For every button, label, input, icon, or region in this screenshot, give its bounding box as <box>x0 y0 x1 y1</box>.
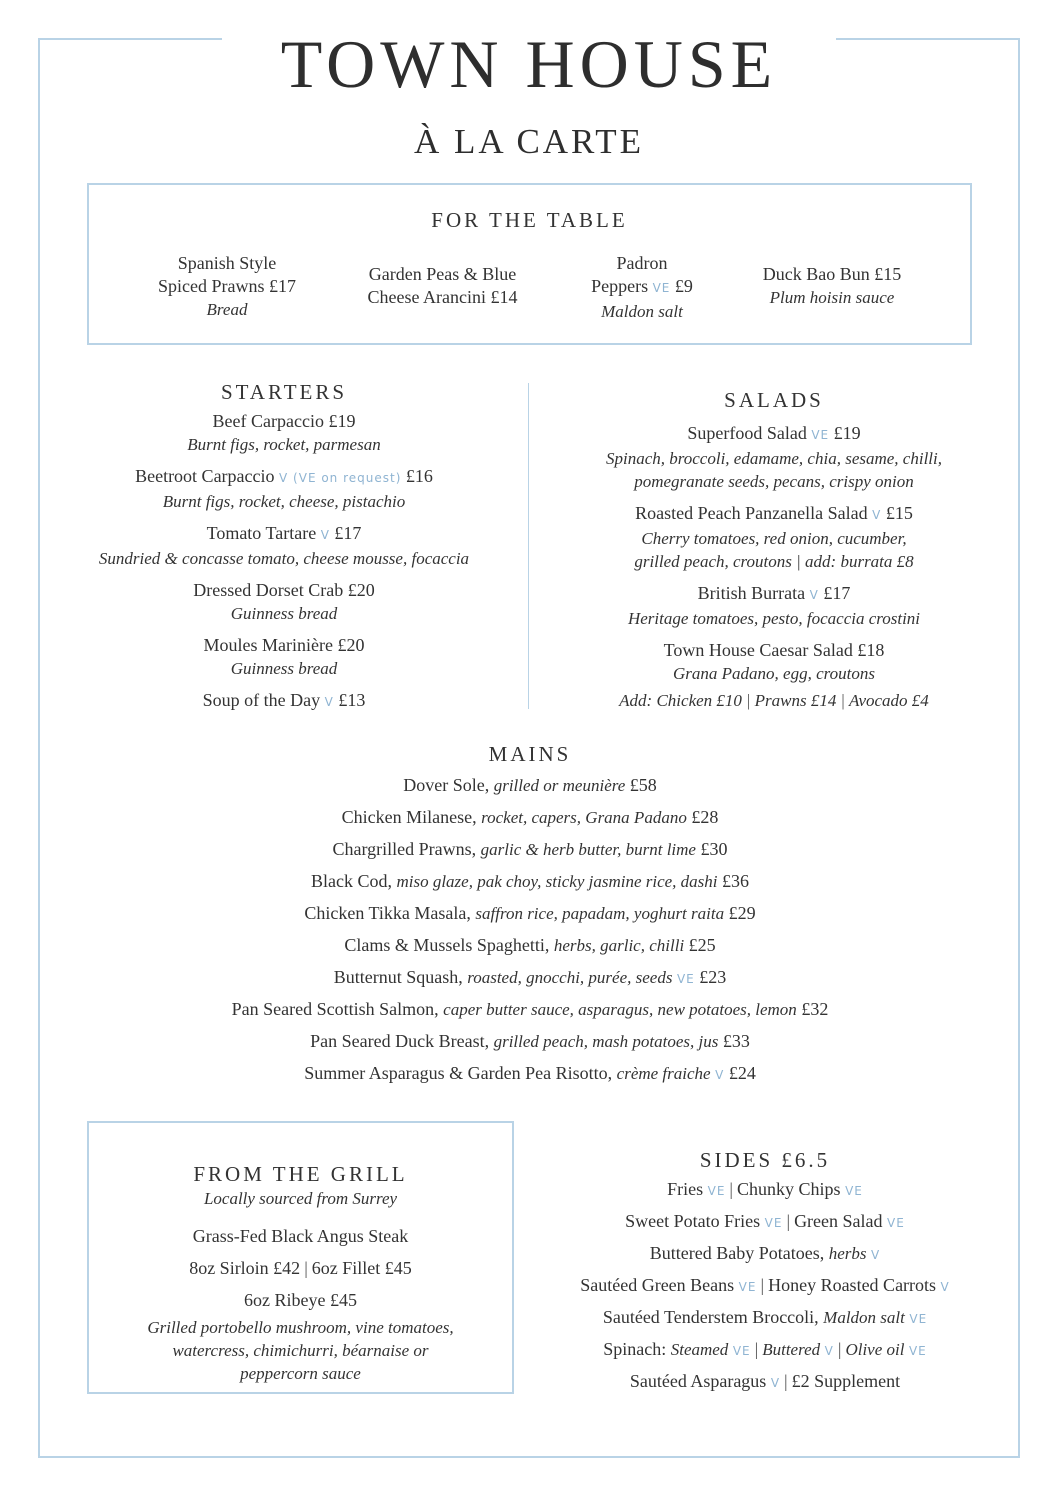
main-item: Pan Seared Scottish Salmon, caper butter sauce, asparagus, new potatoes, lemon £32 <box>231 999 829 1019</box>
starter-name: Beetroot Carpaccio V (VE on request) £16 <box>135 466 433 486</box>
sides-row: Fries VE | Chunky Chips VE <box>667 1179 863 1199</box>
veg-tag: V <box>320 528 330 542</box>
starter-desc: Burnt figs, rocket, cheese, pistachio <box>162 492 406 511</box>
main-item: Dover Sole, grilled or meunière £58 <box>403 775 657 795</box>
grill-desc: peppercorn sauce <box>240 1364 361 1383</box>
main-item: Pan Seared Duck Breast, grilled peach, mash potatoes, jus £33 <box>310 1031 750 1051</box>
table-item-padron <box>552 252 732 323</box>
starter-desc: Guinness bread <box>230 659 338 678</box>
main-item: Butternut Squash, roasted, gnocchi, purée, seeds VE £23 <box>333 967 727 987</box>
item-desc: Maldon salt <box>601 302 683 321</box>
item-line: Duck Bao Bun £15 <box>762 264 902 284</box>
veg-tag: V <box>324 695 334 709</box>
vegan-tag: VE <box>764 1216 783 1230</box>
salad-addons: Add: Chicken £10 | Prawns £14 | Avocado £4 <box>619 691 929 710</box>
starters-section <box>70 380 498 714</box>
veg-tag: V <box>872 508 882 522</box>
veg-tag: V <box>770 1376 781 1390</box>
grill-item: Grass-Fed Black Angus Steak <box>192 1226 409 1246</box>
grill-cuts: 6oz Ribeye £45 <box>244 1290 357 1310</box>
vegan-tag: VE <box>845 1184 863 1198</box>
page-title: TOWN HOUSE <box>280 26 778 102</box>
starter-name: Beef Carpaccio £19 <box>212 411 356 431</box>
starter-name: Soup of the Day V £13 <box>202 690 366 710</box>
sides-row: Buttered Baby Potatoes, herbs V <box>649 1243 881 1263</box>
salad-desc: grilled peach, croutons | add: burrata £8 <box>634 552 914 571</box>
salad-name: Superfood Salad VE £19 <box>687 423 861 443</box>
veg-tag: V (VE on request) <box>279 471 402 485</box>
main-item: Summer Asparagus & Garden Pea Risotto, crème fraiche V £24 <box>304 1063 756 1083</box>
salad-name: British Burrata V £17 <box>697 583 851 603</box>
item-line: Cheese Arancini £14 <box>367 287 518 307</box>
grill-desc: Grilled portobello mushroom, vine tomatoes, <box>147 1318 454 1337</box>
sides-row: Sautéed Green Beans VE | Honey Roasted Carrots V <box>580 1275 950 1295</box>
salad-desc: Heritage tomatoes, pesto, focaccia crostini <box>627 609 921 628</box>
starter-name: Tomato Tartare V £17 <box>206 523 362 543</box>
table-item-prawns <box>127 252 327 321</box>
vegan-tag: VE <box>738 1280 757 1294</box>
mains-section <box>60 742 1000 1089</box>
table-item-arancini <box>340 263 545 309</box>
sides-heading: SIDES £6.5 <box>699 1148 831 1172</box>
salad-desc: pomegranate seeds, pecans, crispy onion <box>634 472 914 491</box>
table-item-bao <box>737 263 927 309</box>
item-desc: Plum hoisin sauce <box>769 288 895 307</box>
sides-row: Spinach: Steamed VE | Buttered V | Olive oil VE <box>603 1339 927 1359</box>
item-line: Spanish Style <box>177 253 277 273</box>
item-line: Padron <box>616 253 668 273</box>
grill-subheading: Locally sourced from Surrey <box>203 1189 398 1208</box>
sides-row: Sweet Potato Fries VE | Green Salad VE <box>625 1211 905 1231</box>
grill-section <box>87 1162 514 1385</box>
item-line: Peppers VE £9 <box>591 276 693 296</box>
starter-desc: Guinness bread <box>230 604 338 623</box>
starter-desc: Burnt figs, rocket, parmesan <box>187 435 381 454</box>
for-the-table-heading: FOR THE TABLE <box>431 208 628 232</box>
column-divider <box>528 383 529 709</box>
sides-row: Sautéed Asparagus V | £2 Supplement <box>629 1371 901 1391</box>
grill-cuts: 8oz Sirloin £42 | 6oz Fillet £45 <box>189 1258 412 1278</box>
salads-section <box>548 388 1000 712</box>
grill-desc: watercress, chimichurri, béarnaise or <box>172 1341 429 1360</box>
salad-desc: Spinach, broccoli, edamame, chia, sesame, chilli, <box>606 449 942 468</box>
mains-heading: MAINS <box>488 742 572 766</box>
vegan-tag: VE <box>676 972 695 986</box>
sides-row: Sautéed Tenderstem Broccoli, Maldon salt VE <box>602 1307 928 1327</box>
page-subtitle: À LA CARTE <box>413 122 645 161</box>
vegan-tag: VE <box>811 428 830 442</box>
main-item: Chicken Tikka Masala, saffron rice, papadam, yoghurt raita £29 <box>304 903 756 923</box>
salads-heading: SALADS <box>724 388 824 412</box>
veg-tag: V <box>871 1248 881 1262</box>
vegan-tag: VE <box>652 281 671 295</box>
sides-section <box>530 1148 1000 1397</box>
starter-desc: Sundried & concasse tomato, cheese mousse, focaccia <box>98 549 470 568</box>
veg-tag: V <box>809 588 819 602</box>
grill-heading: FROM THE GRILL <box>193 1162 408 1186</box>
salad-desc: Grana Padano, egg, croutons <box>673 664 875 683</box>
salad-name: Town House Caesar Salad £18 <box>663 640 885 660</box>
main-item: Chicken Milanese, rocket, capers, Grana Padano £28 <box>341 807 719 827</box>
veg-tag: V <box>715 1068 725 1082</box>
salad-desc: Cherry tomatoes, red onion, cucumber, <box>641 529 907 548</box>
vegan-tag: VE <box>908 1344 927 1358</box>
starter-name: Moules Marinière £20 <box>203 635 365 655</box>
veg-tag: V <box>940 1280 950 1294</box>
main-item: Black Cod, miso glaze, pak choy, sticky jasmine rice, dashi £36 <box>310 871 750 891</box>
item-line: Garden Peas & Blue <box>368 264 517 284</box>
main-item: Chargrilled Prawns, garlic & herb butter, burnt lime £30 <box>332 839 728 859</box>
starter-name: Dressed Dorset Crab £20 <box>193 580 375 600</box>
salad-name: Roasted Peach Panzanella Salad V £15 <box>635 503 913 523</box>
vegan-tag: VE <box>909 1312 928 1326</box>
veg-tag: V <box>824 1344 834 1358</box>
starters-heading: STARTERS <box>220 380 348 404</box>
item-line: Spiced Prawns £17 <box>158 276 296 296</box>
main-item: Clams & Mussels Spaghetti, herbs, garlic, chilli £25 <box>344 935 716 955</box>
vegan-tag: VE <box>707 1184 726 1198</box>
vegan-tag: VE <box>732 1344 751 1358</box>
item-desc: Bread <box>206 300 248 319</box>
vegan-tag: VE <box>887 1216 905 1230</box>
